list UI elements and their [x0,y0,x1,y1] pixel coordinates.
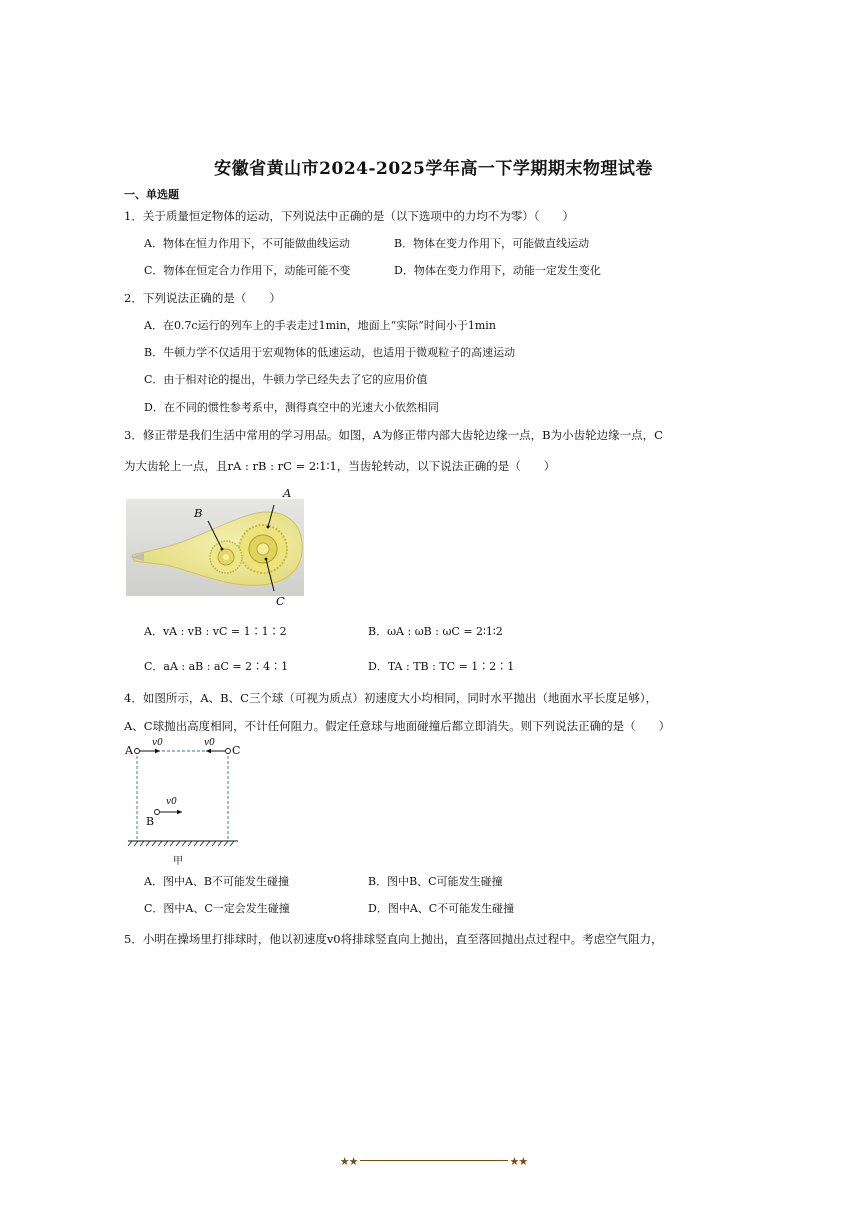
question-1-option-b: B．物体在变力作用下，可能做直线运动 [394,237,590,250]
question-4-option-b: B．图中B、C可能发生碰撞 [368,875,503,888]
photo-label-c: C [276,594,285,608]
diagram-label-b: B [146,815,155,828]
question-3-option-c: C．aA : aB : aC = 2∶4∶1 [144,660,289,673]
question-2-option-c: C．由于相对论的提出，牛顿力学已经失去了它的应用价值 [144,373,428,386]
photo-label-a: A [283,486,292,500]
question-2-option-d: D．在不同的惯性参考系中，测得真空中的光速大小依然相同 [144,401,439,414]
question-5-stem: 5．小明在操场里打排球时，他以初速度v0将排球竖直向上抛出，直至落回抛出点过程中。考虑空气阻力， [124,932,663,946]
question-4-stem-line2: A、C球抛出高度相同，不计任何阻力。假定任意球与地面碰撞后都立即消失。则下列说法正确的是（ ） [124,719,671,733]
question-4-option-c: C．图中A、C一定会发生碰撞 [144,902,290,915]
footer-stars-left: ★★ [339,1155,358,1168]
photo-label-b: B [194,506,203,520]
question-2-option-b: B．牛顿力学不仅适用于宏观物体的低速运动，也适用于微观粒子的高速运动 [144,346,516,359]
question-4-option-a: A．图中A、B不可能发生碰撞 [144,875,289,888]
projectile-diagram [124,736,244,864]
velocity-label-b: v0 [166,797,177,807]
question-4-stem-line1: 4．如图所示，A、B、C三个球（可视为质点）初速度大小均相同，同时水平抛出（地面水平长度足够）， [124,691,658,705]
footer-stars-right: ★★ [509,1155,528,1168]
diagram-caption: 甲 [173,856,183,867]
question-4-option-d: D．图中A、C不可能发生碰撞 [368,902,515,915]
question-2-option-a: A．在0.7c运行的列车上的手表走过1min，地面上“实际”时间小于1min [144,319,496,332]
question-3-option-a: A．vA : vB : vC = 1∶1∶2 [144,625,287,638]
question-1-option-c: C．物体在恒定合力作用下，动能可能不变 [144,264,351,277]
question-3-stem-line2: 为大齿轮上一点，且rA : rB : rC = 2∶1∶1，当齿轮转动，以下说法正确的是（ ） [124,459,556,473]
footer-divider [360,1160,508,1161]
velocity-label-a: v0 [152,738,163,748]
question-1-stem: 1．关于质量恒定物体的运动，下列说法中正确的是（以下选项中的力均不为零）（ ） [124,209,575,223]
question-1-option-d: D．物体在变力作用下，动能一定发生变化 [394,264,601,277]
question-1-option-a: A．物体在恒力作用下，不可能做曲线运动 [144,237,350,250]
question-3-option-d: D．TA : TB : TC = 1∶2∶1 [368,660,515,673]
page-footer [0,1150,867,1169]
diagram-label-a: A [125,744,133,757]
question-3-stem-line1: 3．修正带是我们生活中常用的学习用品。如图，A为修正带内部大齿轮边缘一点，B为小齿轮边缘一点，C [124,428,663,442]
question-2-stem: 2．下列说法正确的是（ ） [124,291,281,305]
question-3-option-b: B．ωA : ωB : ωC = 2∶1∶2 [368,625,503,638]
section-heading: 一、单选题 [124,188,179,201]
correction-tape-photo [126,499,304,596]
page-title: 安徽省黄山市2024-2025学年高一下学期期末物理试卷 [214,159,653,179]
diagram-label-c: C [232,744,241,757]
velocity-label-c: v0 [204,738,215,748]
